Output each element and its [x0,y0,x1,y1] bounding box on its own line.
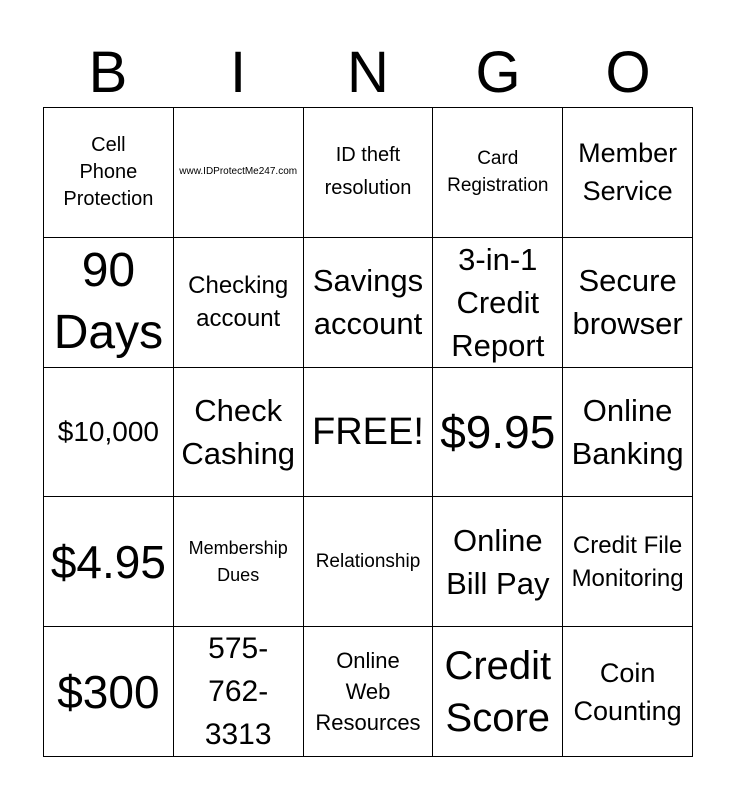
cell-text: Member Service [578,138,678,207]
bingo-cell-r1-c1[interactable] [44,108,174,238]
bingo-cell-r5-c1[interactable] [44,627,174,757]
cell-text: Membership Dues [188,537,288,585]
cell-text: $9.95 [440,405,556,458]
cell-text: $10,000 [57,415,159,447]
header-letter-b: B [88,40,128,105]
cell-text: Coin Counting [573,657,682,726]
bingo-cell-r4-c5[interactable] [563,497,693,627]
header-letter-i: I [229,40,247,105]
cell-text: Card Registration [447,148,549,197]
bingo-cell-r3-c4[interactable] [433,368,563,498]
header-letter-o: O [605,40,651,105]
bingo-cell-r2-c2[interactable] [174,238,304,368]
cell-text: Online Bill Pay [446,522,550,601]
cell-text: $300 [57,665,160,718]
bingo-cell-r5-c5[interactable] [563,627,693,757]
bingo-cell-r4-c2[interactable] [174,497,304,627]
bingo-cell-r3-c5[interactable] [563,368,693,498]
bingo-cell-r3-c3[interactable] [304,368,434,498]
cell-text: Savings account [312,263,424,342]
cell-text: Online Web Resources [315,648,421,736]
bingo-cell-r2-c3[interactable] [304,238,434,368]
cell-text: www.IDProtectMe247.com [179,166,298,178]
cell-text: 90 Days [53,244,164,360]
bingo-cell-r2-c1[interactable] [44,238,174,368]
bingo-card-grid [43,107,693,757]
cell-text: Cell Phone Protection [63,133,154,210]
bingo-cell-r1-c4[interactable] [433,108,563,238]
bingo-cell-r2-c5[interactable] [563,238,693,368]
cell-text: FREE! [312,410,424,453]
bingo-header [43,40,693,106]
bingo-cell-r1-c3[interactable] [304,108,434,238]
bingo-cell-r4-c4[interactable] [433,497,563,627]
cell-text: Secure browser [572,263,683,342]
bingo-cell-r1-c5[interactable] [563,108,693,238]
cell-text: Check Cashing [181,392,296,471]
cell-text: Credit Score [444,643,552,740]
bingo-cell-r4-c1[interactable] [44,497,174,627]
bingo-cell-r5-c2[interactable] [174,627,304,757]
header-letter-g: G [475,40,521,105]
bingo-cell-r2-c4[interactable] [433,238,563,368]
bingo-cell-r1-c2[interactable] [174,108,304,238]
header-letter-n: N [347,40,389,105]
cell-text: $4.95 [50,535,166,588]
cell-text: Online Banking [571,392,684,471]
cell-text: ID theft resolution [324,144,412,200]
cell-text: 575- 762- 3313 [204,632,272,752]
cell-text: Credit File Monitoring [571,531,684,592]
bingo-cell-r3-c1[interactable] [44,368,174,498]
cell-text: 3-in-1 Credit Report [451,241,545,363]
bingo-cell-r5-c3[interactable] [304,627,434,757]
cell-text: Relationship [315,551,421,573]
bingo-cell-r3-c2[interactable] [174,368,304,498]
bingo-cell-r5-c4[interactable] [433,627,563,757]
cell-text: Checking account [188,272,289,333]
bingo-cell-r4-c3[interactable] [304,497,434,627]
